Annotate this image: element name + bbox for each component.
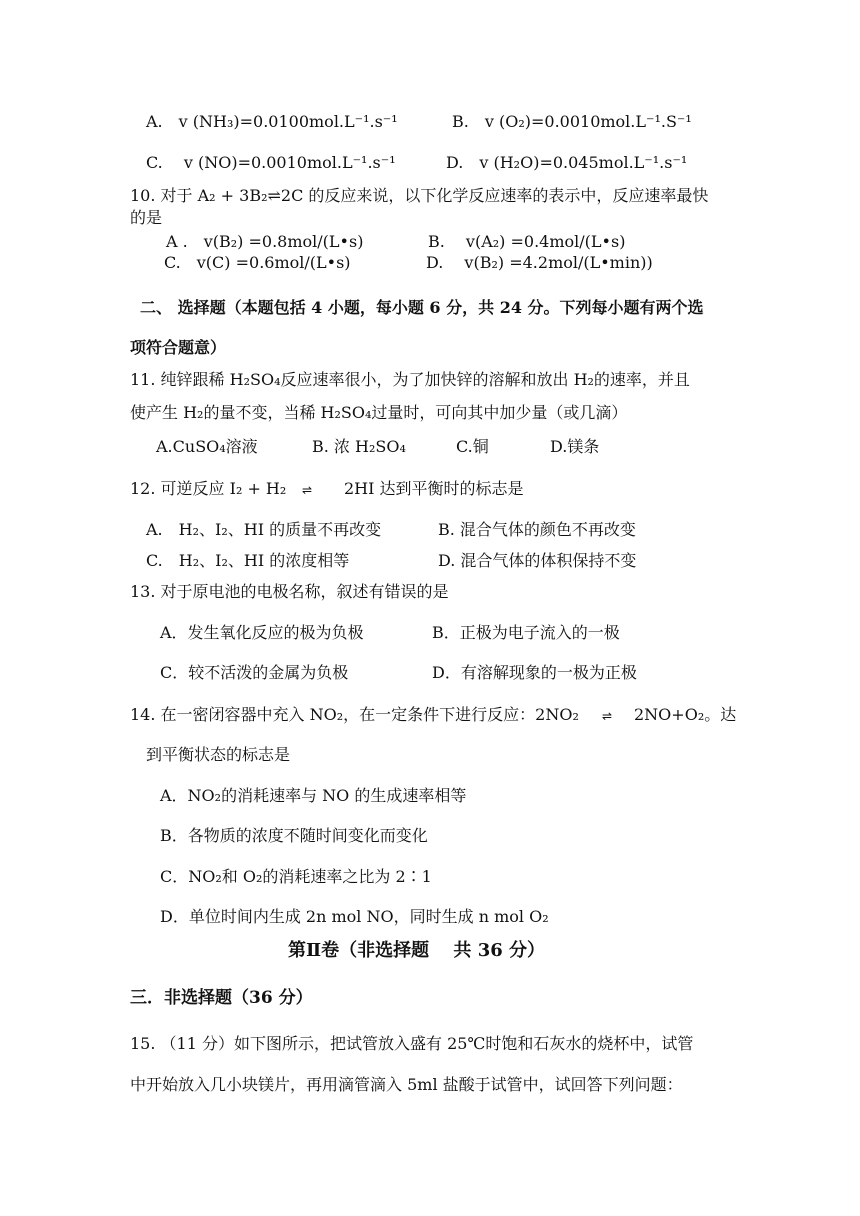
section2-heading-line1: 二、 选择题（本题包括 4 小题，每小题 6 分，共 24 分。下列每小题有两个选 xyxy=(140,298,704,317)
q14-stem-part-b: 2NO+O₂。达 xyxy=(634,705,737,724)
q11-option-b: B. 浓 H₂SO₄ xyxy=(312,437,406,456)
q13-option-d: D．有溶解现象的一极为正极 xyxy=(432,663,637,682)
q14-option-b: B．各物质的浓度不随时间变化而变化 xyxy=(160,826,428,845)
q10-option-d: D. v(B₂) =4.2mol/(L•min)) xyxy=(426,253,653,272)
q12-stem xyxy=(130,479,590,501)
q12-option-b: B. 混合气体的颜色不再改变 xyxy=(438,520,636,539)
q10-option-c: C. v(C) =0.6mol/(L•s) xyxy=(164,253,351,272)
q10-option-b: B. v(A₂) =0.4mol/(L•s) xyxy=(428,232,626,251)
q14-stem-part-a: 14. 在一密闭容器中充入 NO₂，在一定条件下进行反应：2NO₂ xyxy=(130,705,579,724)
q13-stem: 13. 对于原电池的电极名称，叙述有错误的是 xyxy=(130,582,449,601)
q9-option-b: B. v (O₂)=0.0010mol.L⁻¹.S⁻¹ xyxy=(452,112,692,131)
q12-option-a: A. H₂、I₂、HI 的质量不再改变 xyxy=(146,520,382,539)
q12-stem-part-a: 12. 可逆反应 I₂ + H₂ xyxy=(130,479,287,498)
q10-stem-line2: 的是 xyxy=(130,208,163,227)
equilibrium-arrow-icon: ⇌ xyxy=(602,709,612,723)
q13-option-c: C．较不活泼的金属为负极 xyxy=(160,663,349,682)
q9-option-c: C. v (NO)=0.0010mol.L⁻¹.s⁻¹ xyxy=(146,153,396,172)
q12-option-c: C. H₂、I₂、HI 的浓度相等 xyxy=(146,551,350,570)
q11-stem-line2: 使产生 H₂的量不变，当稀 H₂SO₄过量时，可向其中加少量（或几滴） xyxy=(130,403,628,422)
q14-option-d: D．单位时间内生成 2n mol NO，同时生成 n mol O₂ xyxy=(160,907,549,926)
q14-option-c: C．NO₂和 O₂的消耗速率之比为 2∶1 xyxy=(160,867,432,886)
q12-option-d: D. 混合气体的体积保持不变 xyxy=(438,551,637,570)
q11-option-a: A.CuSO₄溶液 xyxy=(156,437,258,456)
equilibrium-arrow-icon: ⇌ xyxy=(302,483,312,497)
part2-title: 第Ⅱ卷（非选择题 共 36 分） xyxy=(288,940,546,961)
q14-option-a: A．NO₂的消耗速率与 NO 的生成速率相等 xyxy=(160,786,467,805)
q11-option-c: C.铜 xyxy=(456,437,489,456)
q13-option-b: B．正极为电子流入的一极 xyxy=(432,623,620,642)
q12-stem-part-b: 2HI 达到平衡时的标志是 xyxy=(344,479,524,498)
q9-option-d: D. v (H₂O)=0.045mol.L⁻¹.s⁻¹ xyxy=(446,153,688,172)
q11-stem-line1: 11. 纯锌跟稀 H₂SO₄反应速率很小，为了加快锌的溶解和放出 H₂的速率，并且 xyxy=(130,370,690,389)
q14-stem-line2: 到平衡状态的标志是 xyxy=(146,745,291,764)
section3-heading: 三．非选择题（36 分） xyxy=(130,988,313,1008)
section2-heading-line2: 项符合题意） xyxy=(130,338,227,357)
q10-option-a: A . v(B₂) =0.8mol/(L•s) xyxy=(166,232,364,251)
q10-stem-line1: 10. 对于 A₂ + 3B₂⇌2C 的反应来说，以下化学反应速率的表示中，反应速率最快 xyxy=(130,186,709,205)
q11-option-d: D.镁条 xyxy=(550,437,600,456)
q15-stem-line2: 中开始放入几小块镁片，再用滴管滴入 5ml 盐酸于试管中，试回答下列问题： xyxy=(130,1075,683,1094)
q9-option-a: A. v (NH₃)=0.0100mol.L⁻¹.s⁻¹ xyxy=(146,112,398,131)
q15-stem-line1: 15. （11 分）如下图所示，把试管放入盛有 25℃时饱和石灰水的烧杯中，试管 xyxy=(130,1034,694,1053)
q13-option-a: A．发生氧化反应的极为负极 xyxy=(160,623,364,642)
q14-stem xyxy=(130,705,740,727)
